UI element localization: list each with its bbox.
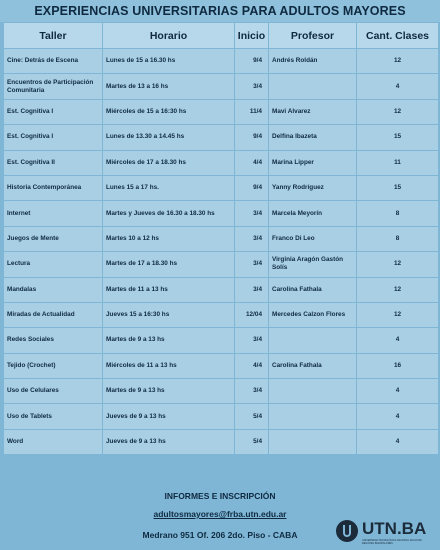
- cell-inicio: 9/4: [235, 176, 268, 200]
- cell-profesor: Virginia Aragón Gastón Solís: [269, 252, 356, 276]
- cell-cant-clases: 4: [357, 430, 438, 454]
- cell-taller: Miradas de Actualidad: [4, 303, 102, 327]
- cell-cant-clases: 4: [357, 74, 438, 98]
- cell-cant-clases: 12: [357, 303, 438, 327]
- table-row: [4, 404, 438, 428]
- cell-taller: Juegos de Mente: [4, 227, 102, 251]
- utn-emblem-icon: [336, 520, 358, 542]
- cell-taller: Redes Sociales: [4, 328, 102, 352]
- cell-horario: Lunes 15 a 17 hs.: [103, 176, 234, 200]
- cell-horario: Martes y Jueves de 16.30 a 18.30 hs: [103, 201, 234, 225]
- cell-profesor: [269, 328, 356, 352]
- cell-horario: Martes de 9 a 13 hs: [103, 379, 234, 403]
- cell-inicio: 4/4: [235, 151, 268, 175]
- cell-inicio: 3/4: [235, 328, 268, 352]
- cell-inicio: 3/4: [235, 74, 268, 98]
- header-taller: Taller: [4, 23, 102, 48]
- cell-taller: Internet: [4, 201, 102, 225]
- table-row: [4, 430, 438, 454]
- cell-cant-clases: 4: [357, 328, 438, 352]
- footer: [0, 486, 440, 550]
- cell-taller: Tejido (Crochet): [4, 354, 102, 378]
- cell-horario: Miércoles de 17 a 18.30 hs: [103, 151, 234, 175]
- cell-horario: Jueves de 9 a 13 hs: [103, 430, 234, 454]
- table-header-row: [4, 23, 438, 48]
- cell-cant-clases: 11: [357, 151, 438, 175]
- cell-taller: Word: [4, 430, 102, 454]
- cell-cant-clases: 12: [357, 278, 438, 302]
- table-row: [4, 151, 438, 175]
- header-inicio: Inicio: [235, 23, 268, 48]
- table-row: [4, 100, 438, 124]
- utn-ba-logo: [336, 520, 436, 548]
- cell-inicio: 3/4: [235, 252, 268, 276]
- table-row: [4, 278, 438, 302]
- cell-inicio: 5/4: [235, 430, 268, 454]
- table-row: [4, 252, 438, 276]
- cell-cant-clases: 12: [357, 49, 438, 73]
- cell-horario: Miércoles de 11 a 13 hs: [103, 354, 234, 378]
- cell-horario: Martes 10 a 12 hs: [103, 227, 234, 251]
- cell-inicio: 4/4: [235, 354, 268, 378]
- header-cant-clases: Cant. Clases: [357, 23, 438, 48]
- cell-taller: Est. Cognitiva II: [4, 151, 102, 175]
- cell-profesor: Marcela Meyorín: [269, 201, 356, 225]
- cell-horario: Martes de 13 a 16 hs: [103, 74, 234, 98]
- cell-taller: Encuentros de Participación Comunitaria: [4, 74, 102, 98]
- cell-profesor: Mavi Alvarez: [269, 100, 356, 124]
- cell-horario: Lunes de 13.30 a 14.45 hs: [103, 125, 234, 149]
- table-row: [4, 74, 438, 98]
- cell-cant-clases: 8: [357, 201, 438, 225]
- cell-horario: Martes de 11 a 13 hs: [103, 278, 234, 302]
- table-row: [4, 125, 438, 149]
- logo-text: UTN.BA: [362, 519, 427, 538]
- table-row: [4, 303, 438, 327]
- cell-horario: Jueves de 9 a 13 hs: [103, 404, 234, 428]
- workshops-table: [3, 22, 439, 455]
- cell-inicio: 9/4: [235, 49, 268, 73]
- cell-cant-clases: 4: [357, 404, 438, 428]
- cell-horario: Martes de 17 a 18.30 hs: [103, 252, 234, 276]
- cell-inicio: 12/04: [235, 303, 268, 327]
- cell-profesor: Delfina Ibazeta: [269, 125, 356, 149]
- cell-profesor: [269, 74, 356, 98]
- cell-taller: Mandalas: [4, 278, 102, 302]
- cell-horario: Jueves 15 a 16:30 hs: [103, 303, 234, 327]
- cell-profesor: [269, 379, 356, 403]
- cell-horario: Martes de 9 a 13 hs: [103, 328, 234, 352]
- cell-inicio: 11/4: [235, 100, 268, 124]
- cell-profesor: [269, 430, 356, 454]
- table-row: [4, 49, 438, 73]
- cell-profesor: Carolina Fathala: [269, 278, 356, 302]
- footer-address: Medrano 951 Of. 206 2do. Piso - CABA: [142, 530, 298, 540]
- cell-cant-clases: 16: [357, 354, 438, 378]
- cell-profesor: Franco Di Leo: [269, 227, 356, 251]
- cell-profesor: Marina Lipper: [269, 151, 356, 175]
- cell-profesor: Yanny Rodríguez: [269, 176, 356, 200]
- cell-taller: Cine: Detrás de Escena: [4, 49, 102, 73]
- cell-profesor: Carolina Fathala: [269, 354, 356, 378]
- cell-taller: Lectura: [4, 252, 102, 276]
- cell-taller: Est. Cognitiva I: [4, 125, 102, 149]
- table-row: [4, 328, 438, 352]
- cell-inicio: 9/4: [235, 125, 268, 149]
- table-row: [4, 354, 438, 378]
- cell-taller: Est. Cognitiva I: [4, 100, 102, 124]
- cell-horario: Lunes de 15 a 16.30 hs: [103, 49, 234, 73]
- cell-profesor: [269, 404, 356, 428]
- cell-horario: Miércoles de 15 a 16:30 hs: [103, 100, 234, 124]
- cell-cant-clases: 15: [357, 176, 438, 200]
- page-title: EXPERIENCIAS UNIVERSITARIAS PARA ADULTOS MAYORES: [0, 0, 440, 22]
- table-row: [4, 176, 438, 200]
- table-row: [4, 227, 438, 251]
- cell-inicio: 5/4: [235, 404, 268, 428]
- logo-subtitle: UNIVERSIDAD TECNOLÓGICA NACIONAL FACULTAD REGIONAL BUENOS AIRES: [362, 539, 422, 545]
- cell-cant-clases: 12: [357, 100, 438, 124]
- table-row: [4, 201, 438, 225]
- header-horario: Horario: [103, 23, 234, 48]
- cell-taller: Uso de Celulares: [4, 379, 102, 403]
- header-profesor: Profesor: [269, 23, 356, 48]
- footer-heading: INFORMES E INSCRIPCIÓN: [164, 491, 276, 501]
- cell-taller: Historia Contemporánea: [4, 176, 102, 200]
- cell-inicio: 3/4: [235, 379, 268, 403]
- cell-cant-clases: 8: [357, 227, 438, 251]
- cell-cant-clases: 4: [357, 379, 438, 403]
- table-row: [4, 379, 438, 403]
- cell-cant-clases: 12: [357, 252, 438, 276]
- cell-inicio: 3/4: [235, 227, 268, 251]
- cell-cant-clases: 15: [357, 125, 438, 149]
- cell-inicio: 3/4: [235, 201, 268, 225]
- cell-taller: Uso de Tablets: [4, 404, 102, 428]
- cell-profesor: Mercedes Calzon Flores: [269, 303, 356, 327]
- cell-inicio: 3/4: [235, 278, 268, 302]
- cell-profesor: Andrés Roldán: [269, 49, 356, 73]
- contact-email-link[interactable]: adultosmayores@frba.utn.edu.ar: [153, 509, 287, 519]
